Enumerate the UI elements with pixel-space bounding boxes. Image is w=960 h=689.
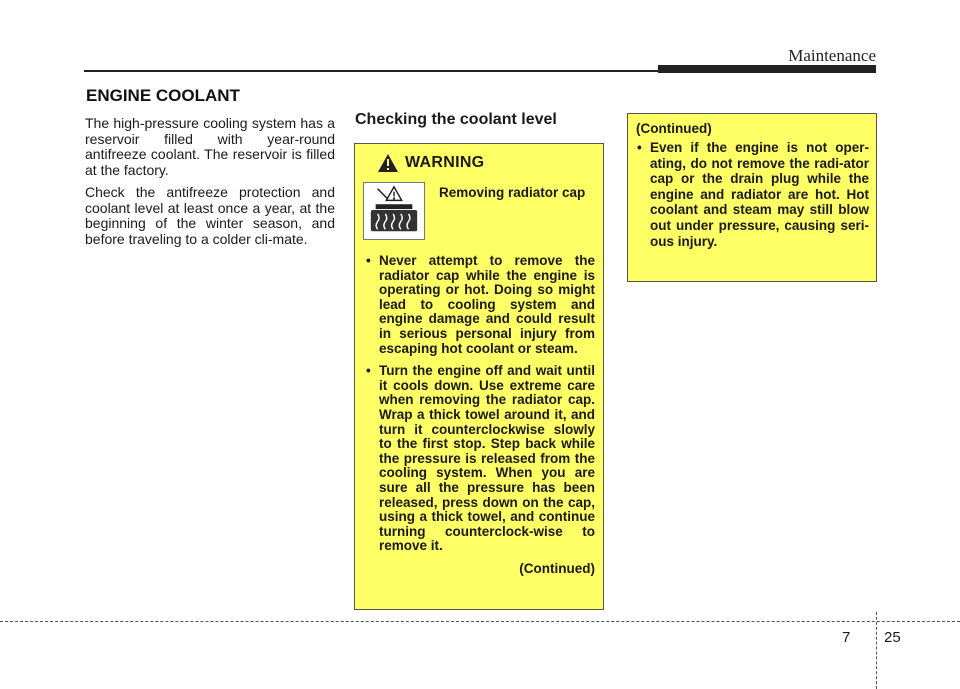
intro-text — [85, 116, 335, 254]
warning-item: • Never attempt to remove the radiator cap while the engine is operating or hot. Doing so might lead to cooling system and engine damage and could result in serious personal injury from escaping hot coolant or steam. — [365, 254, 597, 356]
warning-header — [377, 152, 597, 174]
intro-paragraph: Check the antifreeze protection and coolant level at least once a year, at the beginning of the winter season, and before traveling to a colder cli-mate. — [85, 184, 335, 247]
continuation-list — [636, 140, 869, 249]
page-number: 25 — [884, 629, 901, 646]
footer-rule — [0, 621, 960, 622]
checking-title: Checking the coolant level — [355, 111, 557, 128]
continuation-box — [627, 113, 877, 282]
footer-divider — [876, 612, 877, 689]
warning-label: WARNING — [405, 154, 485, 171]
header-rule — [84, 70, 660, 72]
header-rule-bar — [658, 65, 876, 73]
header-section-title: Maintenance — [788, 46, 876, 65]
warning-subject: Removing radiator cap — [439, 185, 586, 200]
continuation-label: (Continued) — [636, 121, 712, 136]
radiator-cap-warning-icon — [363, 182, 425, 240]
intro-paragraph: The high-pressure cooling system has a reservoir filled with year-round antifreeze coolant. The reservoir is filled at the factory. — [85, 115, 335, 178]
warning-item: • Turn the engine off and wait until it cools down. Use extreme care when removing the radiator cap. Wrap a thick towel around it, and turn it counterclockwise slowly to the first stop. Step back while the pressure is released from the cooling system. When you are sure all the pressure has been released, press down on the cap, using a thick towel, and continue turning counterclock-wise to remove it. — [365, 364, 597, 554]
warning-box — [354, 143, 604, 610]
continuation-item: • Even if the engine is not oper-ating, do not remove the radi-ator cap or the drain plug while the engine and radiator are hot. Hot coolant and steam may still blow out under pressure, causing seri-ous injury. — [636, 140, 869, 249]
warning-triangle-icon — [377, 153, 399, 173]
chapter-number: 7 — [842, 629, 851, 646]
warning-continued: (Continued) — [519, 560, 595, 576]
warning-list — [365, 254, 597, 554]
page-title: ENGINE COOLANT — [86, 86, 240, 105]
